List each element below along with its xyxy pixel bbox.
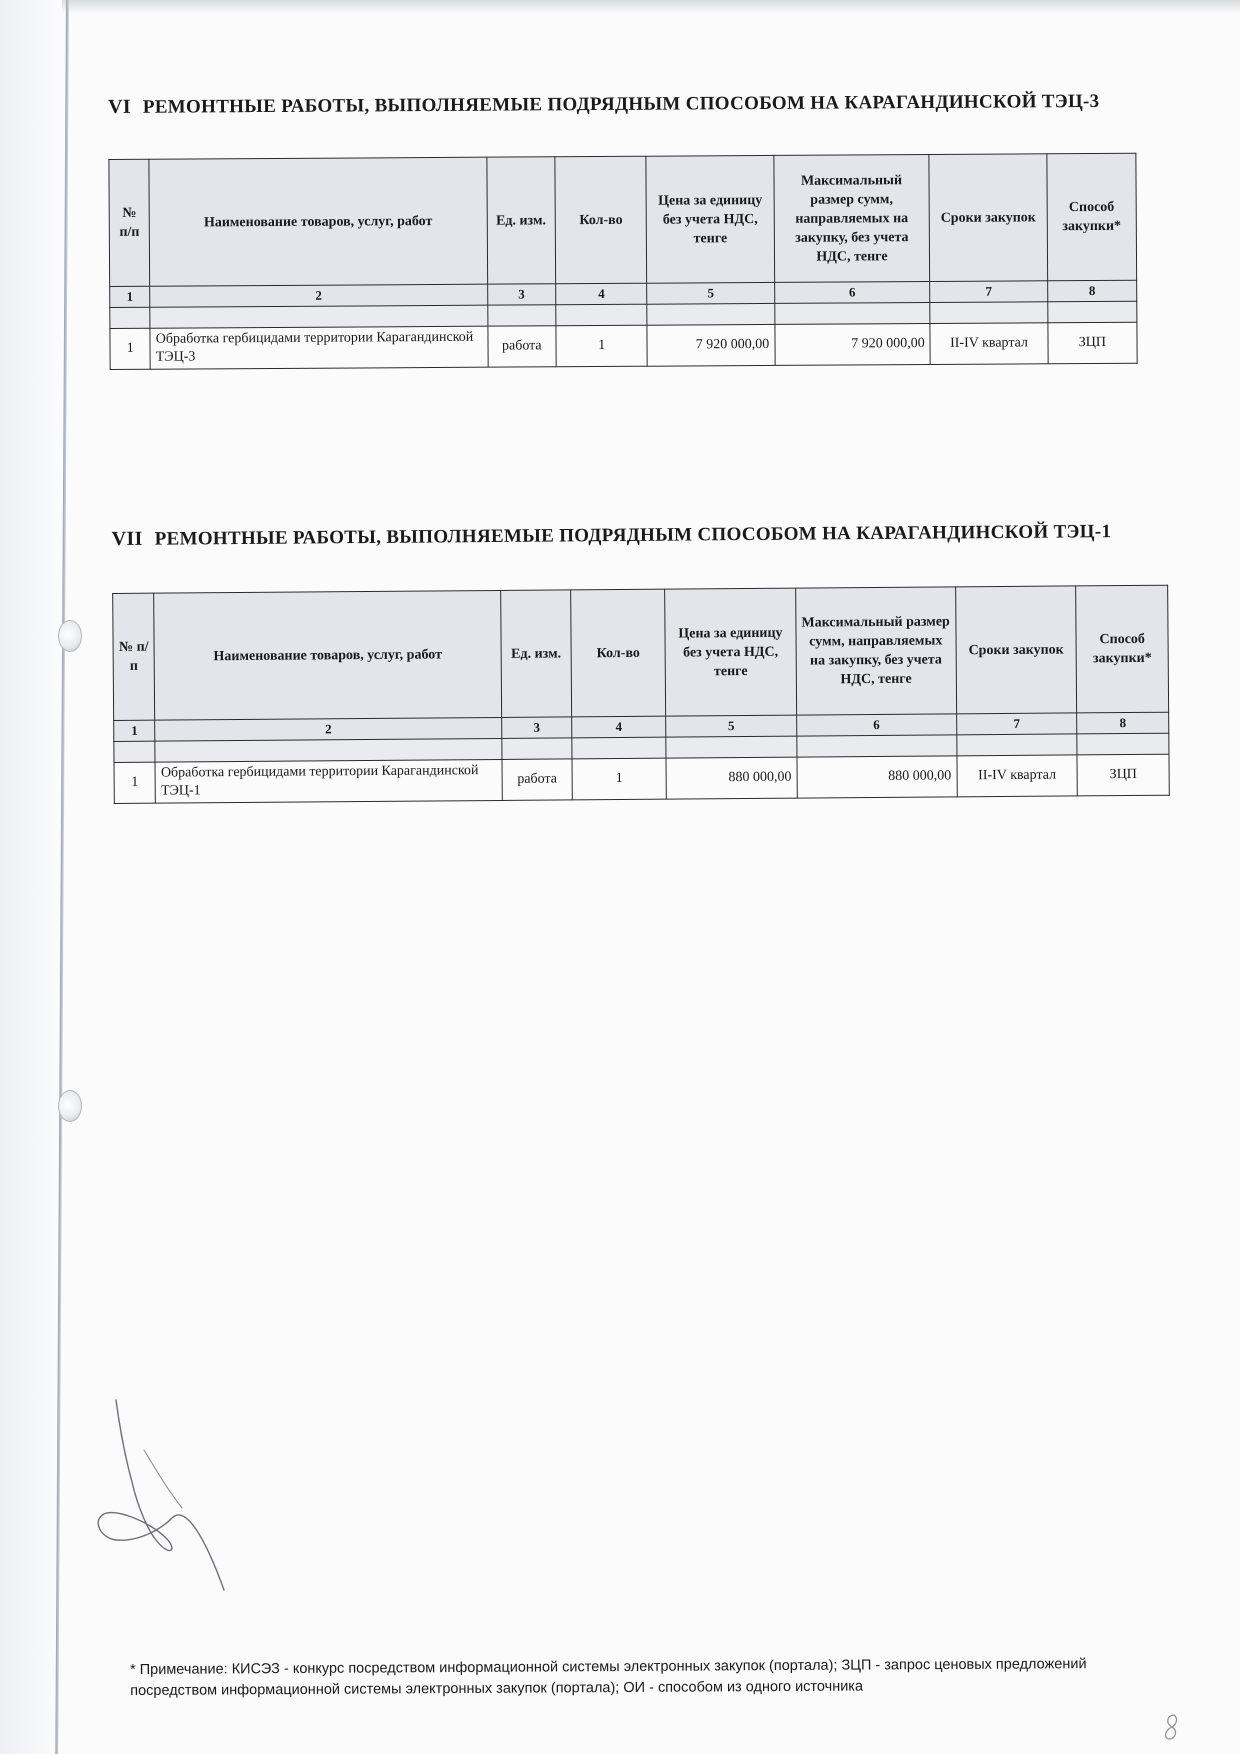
column-number: 1 <box>114 720 156 741</box>
column-number: 2 <box>150 284 487 307</box>
section-title <box>108 90 1136 119</box>
section-vii <box>111 521 1170 804</box>
cell-name: Обработка гербицидами территории Карагандинской ТЭЦ-1 <box>155 759 502 803</box>
section-title <box>112 520 1168 551</box>
header-num: № п/п <box>109 159 150 286</box>
column-number: 7 <box>956 713 1077 735</box>
column-number: 8 <box>1047 280 1136 302</box>
header-max-sum: Максимальный размер сумм, направляемых на закупку, без учета НДС, тенге <box>795 587 956 715</box>
header-price: Цена за единицу без учета НДС, тенге <box>646 155 774 283</box>
header-price: Цена за единицу без учета НДС, тенге <box>665 588 797 716</box>
handwritten-signature <box>86 1390 236 1600</box>
table-row <box>114 754 1169 803</box>
header-method: Способ закупки* <box>1047 153 1137 281</box>
column-number: 4 <box>572 716 666 738</box>
procurement-table <box>112 585 1170 804</box>
cell-method: ЗЦП <box>1048 322 1138 364</box>
header-period: Сроки закупок <box>929 154 1047 282</box>
cell-method: ЗЦП <box>1077 754 1169 796</box>
table-header-row <box>113 585 1169 720</box>
cell-price: 7 920 000,00 <box>647 324 775 366</box>
column-number: 6 <box>774 281 930 303</box>
punch-hole <box>58 620 82 652</box>
column-number: 2 <box>155 717 502 741</box>
column-number: 8 <box>1077 712 1169 734</box>
cell-num: 1 <box>110 328 150 369</box>
header-max-sum: Максимальный размер сумм, направляемых на закупку, без учета НДС, тенге <box>774 154 930 282</box>
cell-period: II-IV квартал <box>930 323 1048 365</box>
header-qty: Кол-во <box>571 589 666 717</box>
table-row <box>110 322 1137 369</box>
header-period: Сроки закупок <box>955 586 1077 714</box>
column-number: 6 <box>796 714 956 736</box>
section-heading: РЕМОНТНЫЕ РАБОТЫ, ВЫПОЛНЯЕМЫЕ ПОДРЯДНЫМ СПОСОБОМ НА КАРАГАНДИНСКОЙ ТЭЦ-3 <box>142 90 1100 118</box>
column-number: 3 <box>501 717 572 739</box>
section-heading: РЕМОНТНЫЕ РАБОТЫ, ВЫПОЛНЯЕМЫЕ ПОДРЯДНЫМ СПОСОБОМ НА КАРАГАНДИНСКОЙ ТЭЦ-1 <box>154 521 1112 550</box>
cell-num: 1 <box>114 762 156 803</box>
header-qty: Кол-во <box>555 156 647 284</box>
cell-max-sum: 880 000,00 <box>797 756 957 798</box>
column-number: 3 <box>487 284 556 305</box>
cell-qty: 1 <box>556 325 648 367</box>
cell-unit: работа <box>487 326 556 367</box>
cell-unit: работа <box>502 759 573 801</box>
header-num: № п/п <box>113 593 155 720</box>
header-method: Способ закупки* <box>1076 585 1169 713</box>
cell-name: Обработка гербицидами территории Карагандинской ТЭЦ-3 <box>150 326 487 369</box>
cell-price: 880 000,00 <box>666 757 797 799</box>
column-number: 5 <box>647 282 774 304</box>
section-vi <box>108 90 1138 370</box>
page-top-shadow <box>62 0 1240 14</box>
column-number: 7 <box>930 281 1048 303</box>
header-name: Наименование товаров, услуг, работ <box>154 590 501 720</box>
cell-qty: 1 <box>572 758 666 800</box>
table-header-row <box>109 153 1137 286</box>
cell-period: II-IV квартал <box>957 755 1078 797</box>
column-number: 5 <box>666 715 797 737</box>
punch-hole <box>58 1090 82 1122</box>
page-number-mark <box>1162 1712 1182 1742</box>
footnote: * Примечание: КИСЭЗ - конкурс посредством информационной системы электронных закупок (портала); ЗЦП - запрос ценовых предложений посредством информационной системы электронных закупок (портала); ОИ - способом из одного источника <box>130 1656 1087 1699</box>
section-number: VI <box>108 95 131 118</box>
header-name: Наименование товаров, услуг, работ <box>149 157 487 286</box>
header-unit: Ед. изм. <box>486 157 555 284</box>
column-number: 1 <box>110 286 150 307</box>
column-number: 4 <box>556 283 648 305</box>
header-unit: Ед. изм. <box>500 590 571 718</box>
procurement-table <box>108 153 1137 370</box>
cell-max-sum: 7 920 000,00 <box>775 323 931 365</box>
page-left-margin <box>0 0 58 1754</box>
section-number: VII <box>111 527 143 551</box>
